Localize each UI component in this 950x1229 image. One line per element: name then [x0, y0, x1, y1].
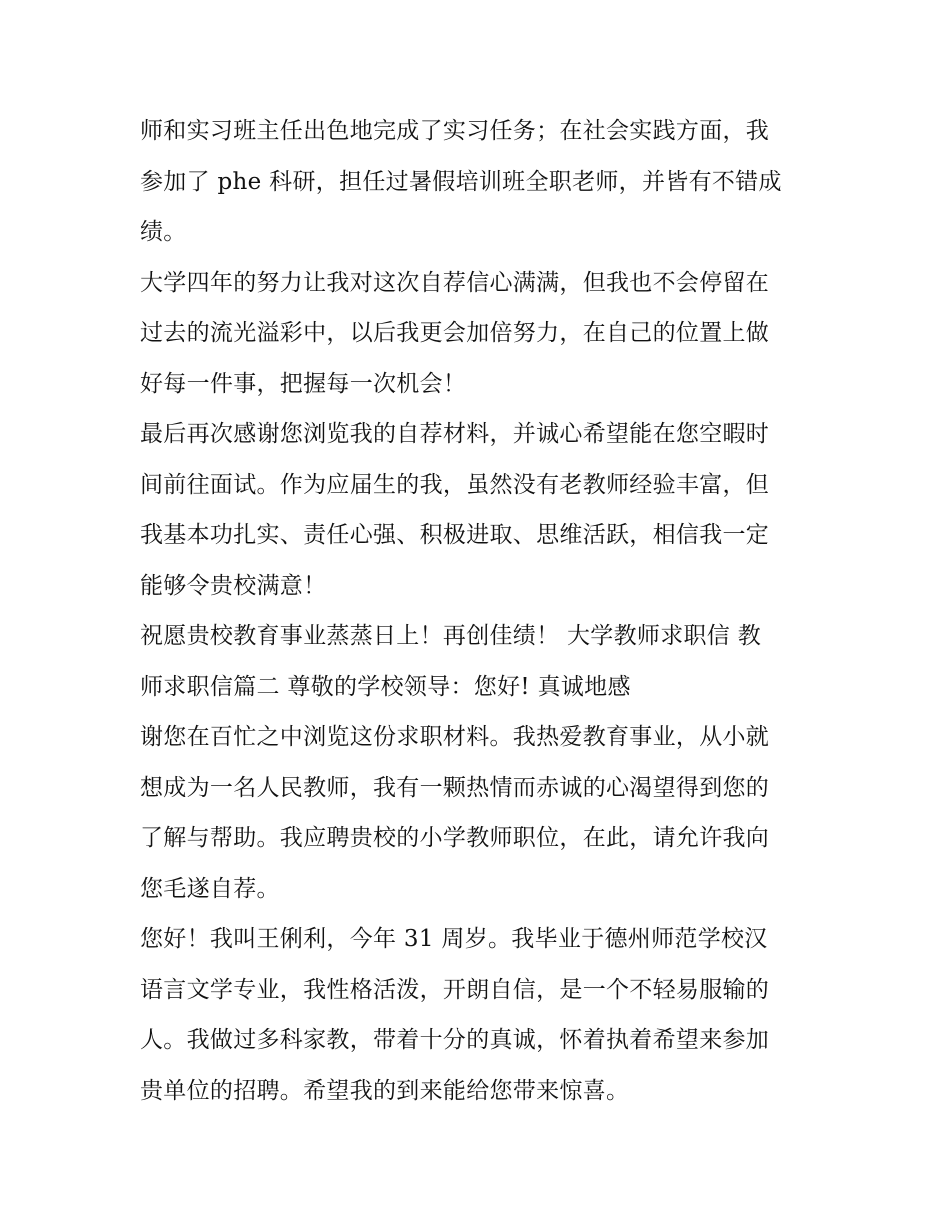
text-line: 绩。: [140, 219, 187, 245]
text-line: 大学四年的努力让我对这次自荐信心满满，但我也不会停留在: [140, 269, 770, 296]
text-line: 好每一件事，把握每一次机会！: [140, 370, 467, 397]
text-line: 我基本功扎实、责任心强、积极进取、思维活跃，相信我一定: [140, 522, 770, 548]
text-line: 了解与帮助。我应聘贵校的小学教师职位，在此，请允许我向: [140, 825, 770, 851]
text-line: 间前往面试。作为应届生的我，虽然没有老教师经验丰富，但: [140, 471, 770, 498]
text-line: 语言文学专业，我性格活泼，开朗自信，是一个不轻易服输的: [140, 976, 770, 1003]
body-text: [140, 106, 820, 1116]
text-line: 师和实习班主任出色地完成了实习任务；在社会实践方面，我: [140, 118, 770, 144]
text-line: 祝愿贵校教育事业蒸蒸日上！再创佳绩！ 大学教师求职信 教: [140, 623, 762, 649]
text-line: 人。我做过多科家教，带着十分的真诚，怀着执着希望来参加: [140, 1027, 770, 1053]
text-line: 过去的流光溢彩中，以后我更会加倍努力，在自己的位置上做: [140, 320, 770, 346]
text-line: 参加了 phe 科研，担任过暑假培训班全职老师，并皆有不错成: [140, 168, 782, 195]
text-line: 最后再次感谢您浏览我的自荐材料，并诚心希望能在您空暇时: [140, 421, 770, 447]
text-line: 师求职信篇二 尊敬的学校领导：您好! 真诚地感: [140, 673, 631, 700]
text-line: 谢您在百忙之中浏览这份求职材料。我热爱教育事业，从小就: [140, 724, 770, 750]
text-line: 您毛遂自荐。: [140, 875, 280, 902]
text-line: 贵单位的招聘。希望我的到来能给您带来惊喜。: [140, 1077, 630, 1104]
text-line: 想成为一名人民教师，我有一颗热情而赤诚的心渴望得到您的: [140, 774, 770, 801]
text-line: 您好！我叫王俐利，今年 31 周岁。我毕业于德州师范学校汉: [140, 926, 768, 952]
text-line: 能够令贵校满意！: [140, 572, 327, 599]
